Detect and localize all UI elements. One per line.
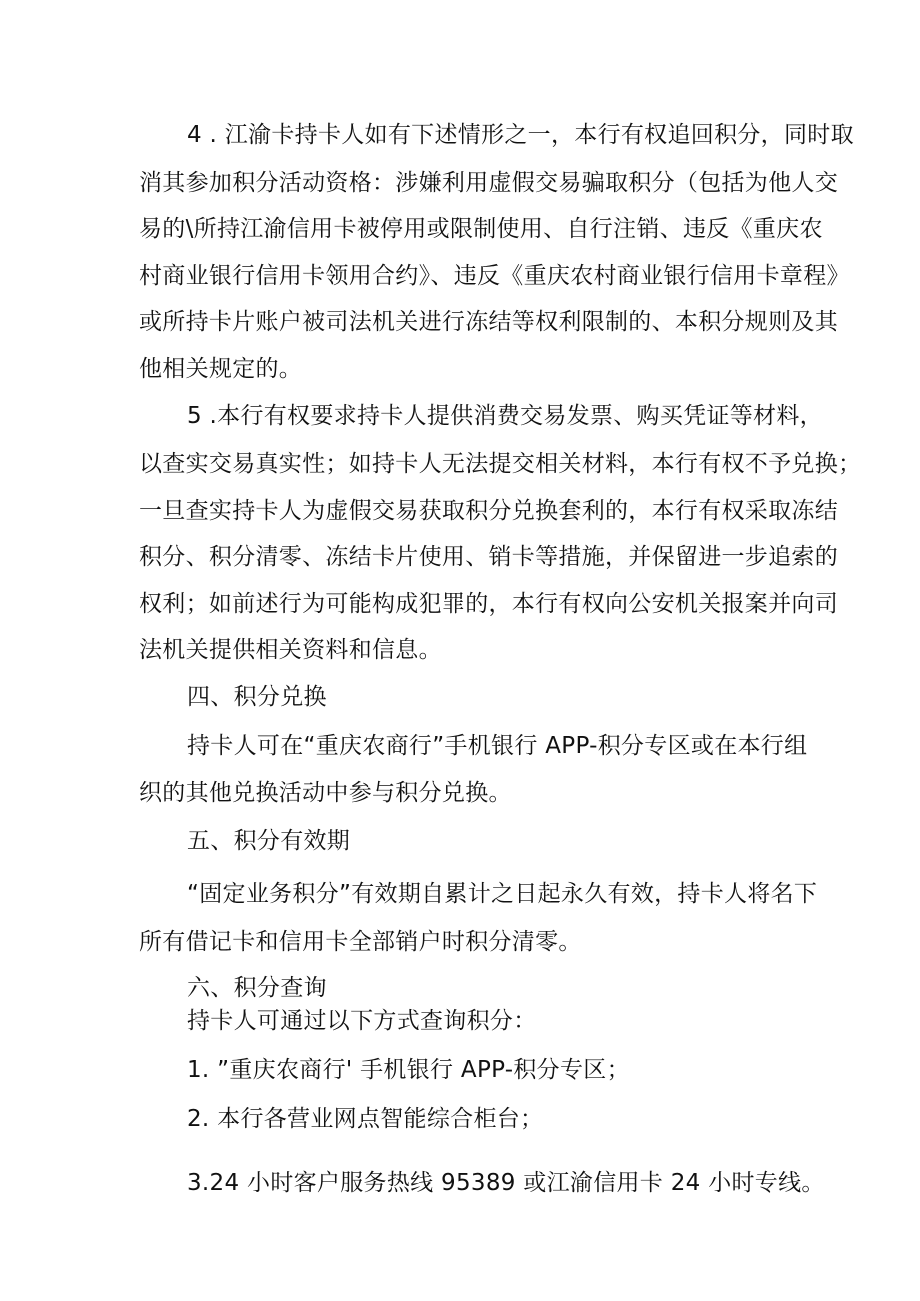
section-6-item-3: 3.24 小时客户服务热线 95389 或江渝信用卡 24 小时专线。 bbox=[187, 1170, 825, 1196]
paragraph-4-line-2: 消其参加积分活动资格：涉嫌利用虚假交易骗取积分（包括为他人交 bbox=[139, 170, 838, 196]
section-6-item-1: 1. ”重庆农商行' 手机银行 APP-积分专区； bbox=[187, 1057, 630, 1083]
paragraph-4-line-4: 村商业银行信用卡领用合约》、违反《重庆农村商业银行信用卡章程》 bbox=[139, 263, 850, 289]
paragraph-5-line-1: 5 .本行有权要求持卡人提供消费交易发票、购买凭证等材料， bbox=[187, 403, 823, 429]
paragraph-5-line-3: 一旦查实持卡人为虚假交易获取积分兑换套利的，本行有权采取冻结 bbox=[139, 498, 838, 524]
paragraph-4-line-3: 易的\所持江渝信用卡被停用或限制使用、自行注销、违反《重庆农 bbox=[139, 216, 823, 242]
paragraph-4-line-6: 他相关规定的。 bbox=[139, 356, 303, 382]
paragraph-4-line-1: 4 . 江渝卡持卡人如有下述情形之一，本行有权追回积分，同时取 bbox=[187, 122, 854, 148]
paragraph-5-line-6: 法机关提供相关资料和信息。 bbox=[139, 637, 442, 663]
section-6-heading: 六、积分查询 bbox=[187, 975, 327, 1001]
paragraph-5-line-5: 权利；如前述行为可能构成犯罪的，本行有权向公安机关报案并向司 bbox=[139, 591, 838, 617]
section-4-heading: 四、积分兑换 bbox=[187, 684, 327, 710]
section-4-body-line-2: 织的其他兑换活动中参与积分兑换。 bbox=[139, 780, 512, 806]
section-6-intro: 持卡人可通过以下方式查询积分： bbox=[187, 1008, 537, 1034]
section-6-item-2: 2. 本行各营业网点智能综合柜台； bbox=[187, 1106, 544, 1132]
section-5-heading: 五、积分有效期 bbox=[187, 828, 351, 854]
paragraph-5-line-2: 以查实交易真实性；如持卡人无法提交相关材料，本行有权不予兑换； bbox=[139, 451, 862, 477]
section-5-body-line-2: 所有借记卡和信用卡全部销户时积分清零。 bbox=[139, 929, 582, 955]
section-5-body-line-1: “固定业务积分”有效期自累计之日起永久有效，持卡人将名下 bbox=[187, 881, 818, 907]
paragraph-5-line-4: 积分、积分清零、冻结卡片使用、销卡等措施，并保留进一步追索的 bbox=[139, 544, 838, 570]
section-4-body-line-1: 持卡人可在“重庆农商行”手机银行 APP-积分专区或在本行组 bbox=[187, 733, 808, 759]
paragraph-4-line-5: 或所持卡片账户被司法机关进行冻结等权利限制的、本积分规则及其 bbox=[139, 309, 838, 335]
